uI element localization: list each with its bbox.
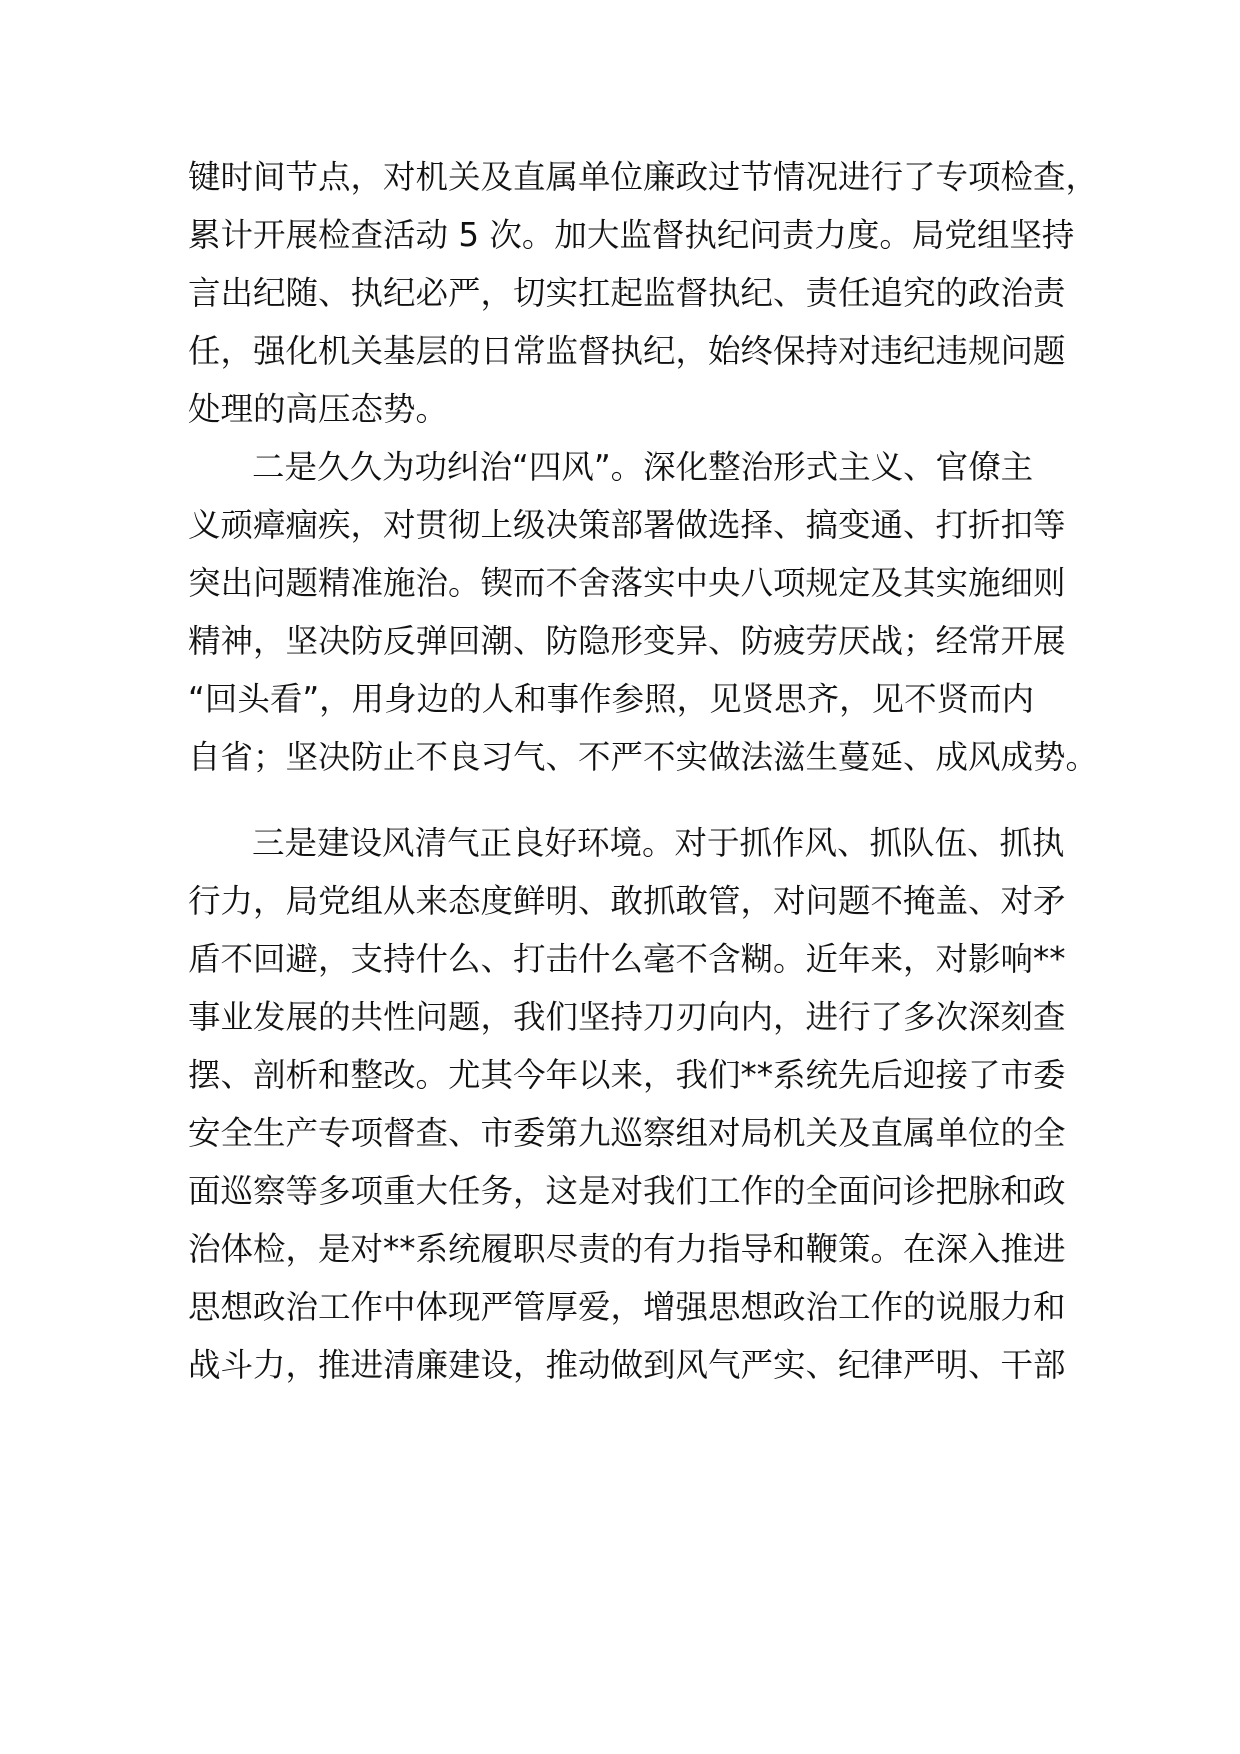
paragraph-2-line-4: 精神，坚决防反弹回潮、防隐形变异、防疲劳厌战；经常开展	[188, 622, 1066, 660]
paragraph-1-line-4: 任，强化机关基层的日常监督执纪，始终保持对违纪违规问题	[188, 332, 1066, 370]
paragraph-3-line-3: 盾不回避，支持什么、打击什么毫不含糊。近年来，对影响**	[188, 940, 1066, 978]
paragraph-2-line-3: 突出问题精准施治。锲而不舍落实中央八项规定及其实施细则	[188, 564, 1066, 602]
paragraph-3-line-2: 行力，局党组从来态度鲜明、敢抓敢管，对问题不掩盖、对矛	[188, 882, 1066, 920]
paragraph-2-line-2: 义顽瘴痼疾，对贯彻上级决策部署做选择、搞变通、打折扣等	[188, 506, 1066, 544]
paragraph-1-line-3: 言出纪随、执纪必严，切实扛起监督执纪、责任追究的政治责	[188, 274, 1066, 312]
paragraph-1-line-5: 处理的高压态势。	[188, 390, 449, 428]
paragraph-3-line-1: 三是建设风清气正良好环境。对于抓作风、抓队伍、抓执	[252, 824, 1065, 862]
paragraph-3-line-7: 面巡察等多项重大任务，这是对我们工作的全面问诊把脉和政	[188, 1172, 1066, 1210]
paragraph-2-line-1: 二是久久为功纠治“四风”。深化整治形式主义、官僚主	[252, 448, 1034, 486]
paragraph-3-line-5: 摆、剖析和整改。尤其今年以来，我们**系统先后迎接了市委	[188, 1056, 1066, 1094]
paragraph-1-line-2: 累计开展检查活动 5 次。加大监督执纪问责力度。局党组坚持	[188, 216, 1075, 254]
paragraph-2-line-6: 自省；坚决防止不良习气、不严不实做法滋生蔓延、成风成势。	[188, 738, 1099, 776]
paragraph-2-line-5: “回头看”，用身边的人和事作参照，见贤思齐，见不贤而内	[188, 680, 1035, 718]
paragraph-3-line-9: 思想政治工作中体现严管厚爱，增强思想政治工作的说服力和	[188, 1288, 1066, 1326]
paragraph-3-line-8: 治体检，是对**系统履职尽责的有力指导和鞭策。在深入推进	[188, 1230, 1066, 1268]
paragraph-3-line-10: 战斗力，推进清廉建设，推动做到风气严实、纪律严明、干部	[188, 1346, 1066, 1384]
paragraph-3-line-6: 安全生产专项督查、市委第九巡察组对局机关及直属单位的全	[188, 1114, 1066, 1152]
paragraph-1-line-1: 键时间节点，对机关及直属单位廉政过节情况进行了专项检查，	[188, 158, 1099, 196]
paragraph-3-line-4: 事业发展的共性问题，我们坚持刀刃向内，进行了多次深刻查	[188, 998, 1066, 1036]
